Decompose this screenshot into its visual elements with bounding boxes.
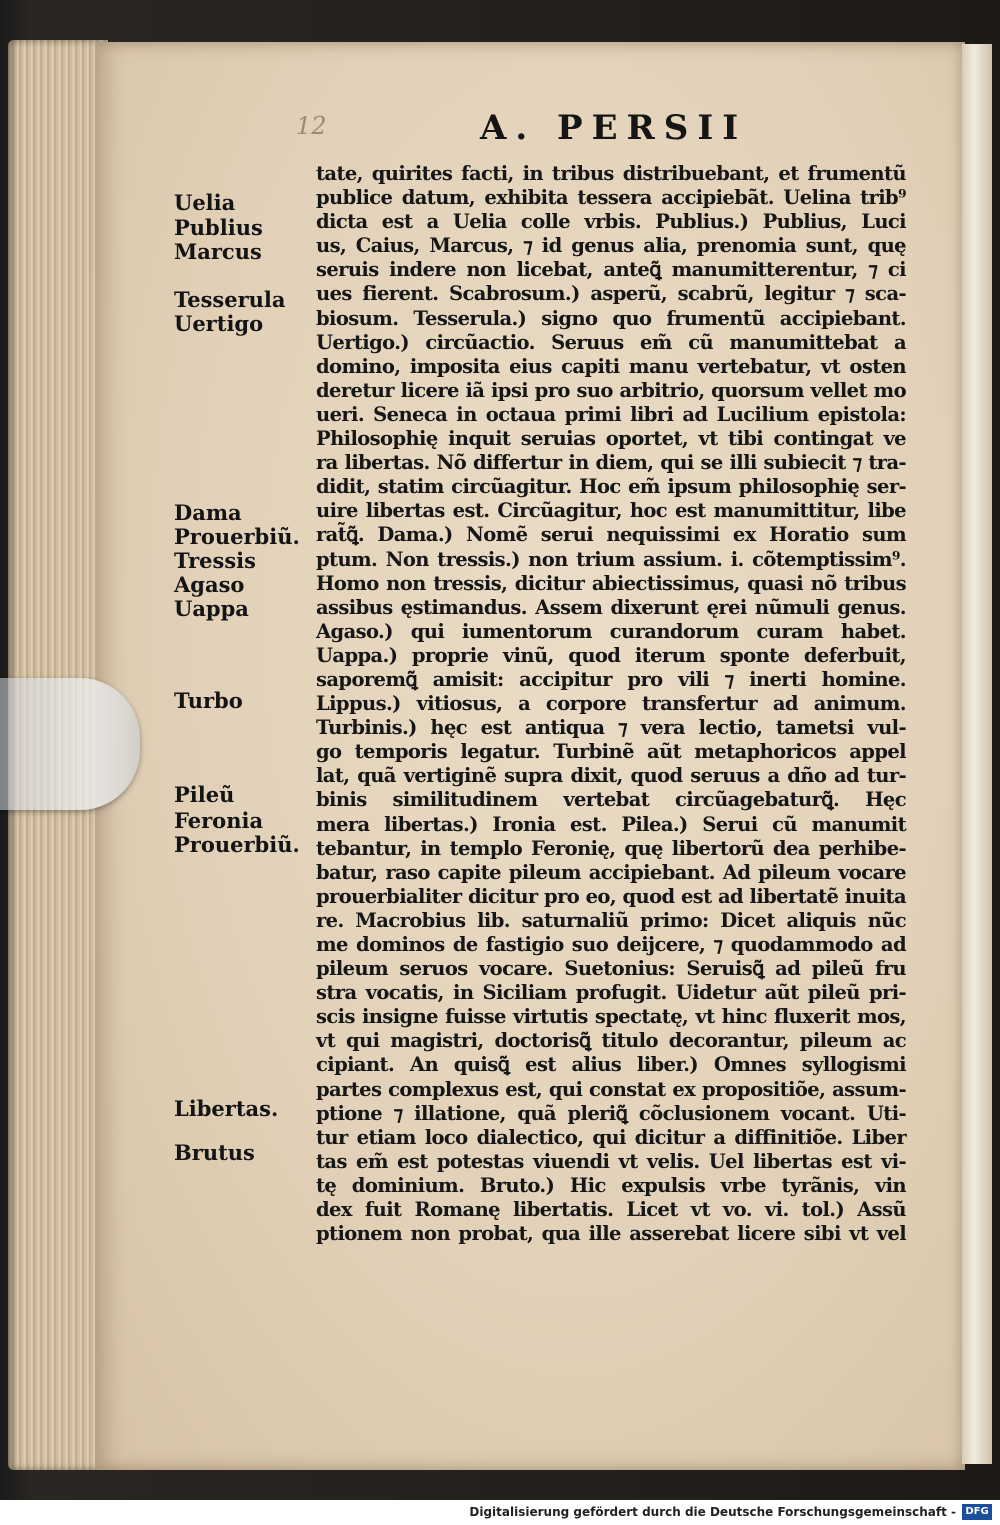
margin-note: Uelia: [174, 190, 236, 215]
text-line: ues fierent. Scabrosum.) asperũ, scabrũ, legitur ⁊ sca-: [316, 282, 906, 306]
margin-note: Uertigo: [174, 311, 264, 336]
margin-note: Pileũ: [174, 782, 235, 807]
folio-mark: 12: [296, 112, 327, 140]
text-line: Turbinis.) hęc est antiqua ⁊ vera lectio, tametsi vul-: [316, 716, 906, 740]
text-line: ptione ⁊ illatione, quã pleriꝗ̃ cõclusionem vocant. Uti-: [316, 1101, 906, 1125]
text-line: publice datum, exhibita tessera accipiebãt. Uelina trib⁹: [316, 186, 906, 210]
dfg-logo: DFG: [962, 1504, 992, 1520]
margin-note: Agaso: [174, 572, 245, 597]
text-line: ueri. Seneca in octaua primi libri ad Lucilium epistola:: [316, 402, 906, 426]
text-line: uire libertas est. Circũagitur, hoc est manumittitur, libe: [316, 499, 906, 523]
text-line: domino, imposita eius capiti manu vertebatur, vt osten: [316, 354, 906, 378]
margin-note: Brutus: [174, 1140, 255, 1165]
text-line: didit, statim circũagitur. Hoc em̃ ipsum philosophię ser-: [316, 475, 906, 499]
text-line: scis insigne fuisse virtutis spectatę, vt hinc fluxerit mos,: [316, 1005, 906, 1029]
margin-note: Tressis: [174, 548, 256, 573]
text-line: Philosophię inquit seruias oportet, vt tibi contingat ve: [316, 427, 906, 451]
text-line: rat̃ꝗ̃. Dama.) Nomẽ serui nequissimi ex Horatio sum: [316, 523, 906, 547]
text-line: lat, quã vertiginẽ supra dixit, quod seruus a dño ad tur-: [316, 764, 906, 788]
margin-note: Dama: [174, 500, 242, 525]
text-line: ptionem non probat, qua ille asserebat licere sibi vt vel: [316, 1222, 906, 1246]
text-line: Lippus.) vitiosus, a corpore transfertur ad animum.: [316, 692, 906, 716]
text-line: tur etiam loco dialectico, qui dicitur a diffinitiõe. Liber: [316, 1125, 906, 1149]
page-clip: [0, 678, 140, 810]
margin-note: Uappa: [174, 596, 249, 621]
margin-note: Libertas.: [174, 1096, 279, 1121]
right-page-edge: [962, 44, 992, 1464]
margin-note: Prouerbiũ.: [174, 832, 300, 857]
text-line: go temporis legatur. Turbinẽ aũt metaphoricos appel: [316, 740, 906, 764]
body-text: [316, 162, 906, 1246]
text-line: tebantur, in templo Feronię, quę libertorũ dea perhibe-: [316, 836, 906, 860]
text-line: tate, quirites facti, in tribus distribuebant, et frumentũ: [316, 162, 906, 185]
text-line: Homo non tressis, dicitur abiectissimus, quasi nõ tribus: [316, 571, 906, 595]
text-line: me dominos de fastigio suo deijcere, ⁊ quodammodo ad: [316, 933, 906, 956]
text-line: tas em̃ est potestas viuendi vt velis. Uel libertas est vi-: [316, 1149, 906, 1173]
text-line: binis similitudinem vertebat circũagebaturꝗ̃. Hęc: [316, 788, 906, 812]
text-line: Uertigo.) circũactio. Seruus em̃ cũ manumittebat a: [316, 330, 906, 354]
text-line: re. Macrobius lib. saturnaliũ primo: Dicet aliquis nũc: [316, 908, 906, 932]
text-line: seruis indere non licebat, anteꝗ̃ manumitterentur, ⁊ ci: [316, 258, 906, 282]
text-line: prouerbialiter dicitur pro eo, quod est ad libertatẽ inuita: [316, 884, 906, 908]
text-line: ra libertas. Nõ differtur in diem, qui se illi subiecit ⁊ tra-: [316, 451, 906, 475]
text-line: saporemꝗ̃ amisit: accipitur pro vili ⁊ inerti homine.: [316, 667, 906, 691]
text-line: us, Caius, Marcus, ⁊ id genus alia, prenomia sunt, quę: [316, 234, 906, 258]
margin-note: Tesserula: [174, 287, 286, 312]
margin-note: Publius: [174, 215, 263, 240]
text-line: biosum. Tesserula.) signo quo frumentũ accipiebant.: [316, 306, 906, 330]
text-line: Agaso.) qui iumentorum curandorum curam habet.: [316, 619, 906, 643]
margin-note: Feronia: [174, 808, 264, 833]
footer-bar: [0, 1500, 1000, 1525]
text-line: cipiant. An quisꝗ̃ est alius liber.) Omnes syllogismi: [316, 1053, 906, 1077]
text-line: stra vocatis, in Siciliam profugit. Uidetur aũt pileũ pri-: [316, 981, 906, 1005]
text-line: deretur licere iã ipsi pro suo arbitrio, quorsum vellet mo: [316, 378, 906, 402]
margin-note: Turbo: [174, 688, 243, 713]
margin-note: Marcus: [174, 239, 262, 264]
text-line: ptum. Non tressis.) non trium assium. i. cõtemptissim⁹.: [316, 547, 906, 571]
text-line: dicta est a Uelia colle vrbis. Publius.) Publius, Luci: [316, 210, 906, 234]
funding-credit: Digitalisierung gefördert durch die Deutsche Forschungsgemeinschaft -: [469, 1505, 956, 1519]
text-line: mera libertas.) Ironia est. Pilea.) Serui cũ manumit: [316, 812, 906, 836]
running-head: A. PERSII: [480, 108, 748, 148]
text-line: pileum seruos vocare. Suetonius: Seruisꝗ̃ ad pileũ fru: [316, 957, 906, 981]
text-line: batur, raso capite pileum accipiebant. Ad pileum vocare: [316, 860, 906, 884]
text-line: Uappa.) proprie vinũ, quod iterum sponte deferbuit,: [316, 643, 906, 667]
text-line: vt qui magistri, doctorisꝗ̃ titulo decorantur, pileum ac: [316, 1029, 906, 1053]
margin-note: Prouerbiũ.: [174, 524, 300, 549]
text-line: partes complexus est, qui constat ex propositiõe, assum-: [316, 1077, 906, 1101]
text-line: assibus ęstimandus. Assem dixerunt ęrei nũmuli genus.: [316, 595, 906, 619]
text-line: tę dominium. Bruto.) Hic expulsis vrbe tyrãnis, vin: [316, 1173, 906, 1197]
text-line: dex fuit Romanę libertatis. Licet vt vo. vi. tol.) Assũ: [316, 1198, 906, 1222]
